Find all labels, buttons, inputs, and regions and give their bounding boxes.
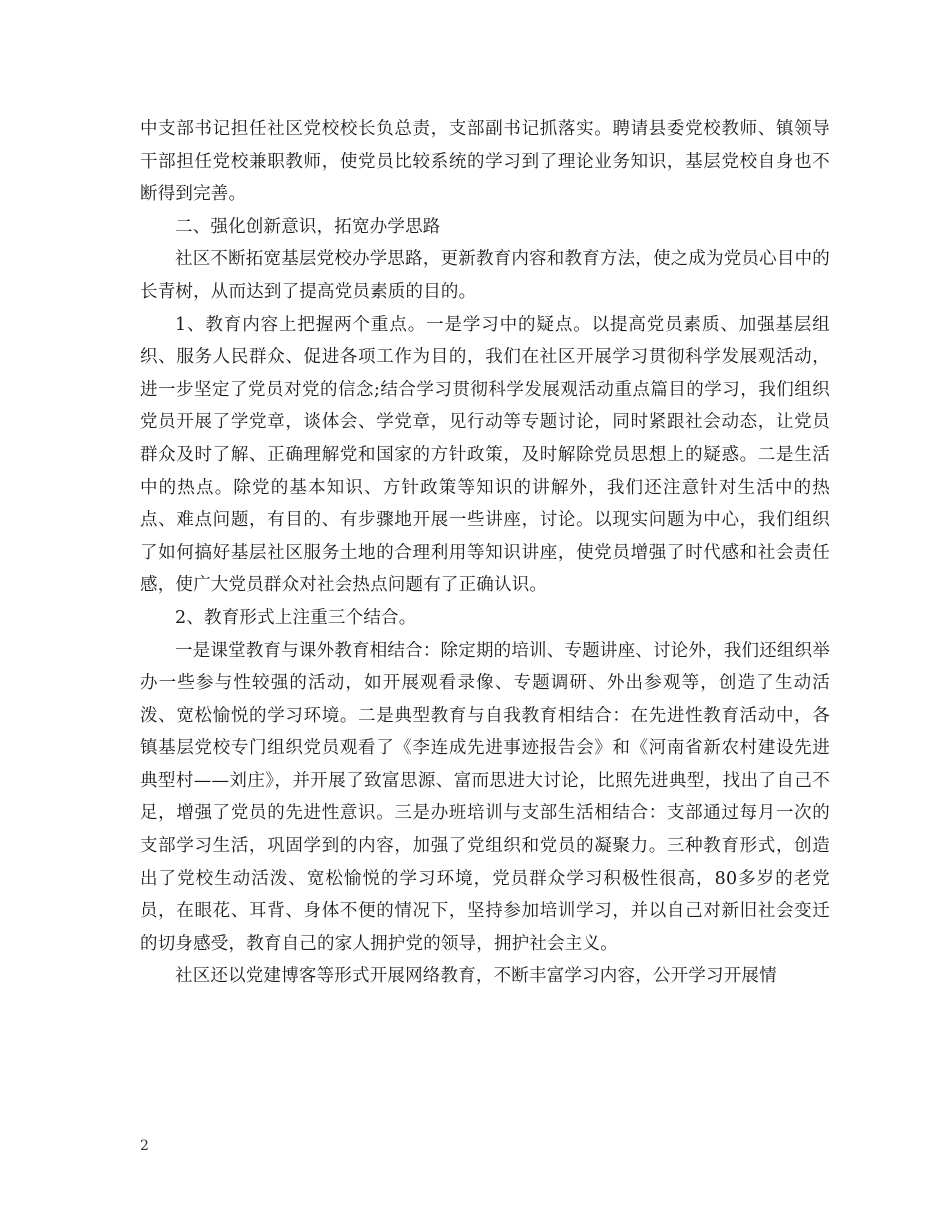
paragraph-1: 中支部书记担任社区党校校长负总责，支部副书记抓落实。聘请县委党校教师、镇领导干部担任党校兼职教师，使党员比较系统的学习到了理论业务知识，基层党校自身也不断得到完善。 (140, 119, 830, 205)
document-body (140, 113, 830, 993)
section-heading-2: 二、强化创新意识，拓宽办学思路 (175, 216, 441, 237)
paragraph-3: 社区不断拓宽基层党校办学思路，更新教育内容和教育方法，使之成为党员心目中的长青树，从而达到了提高党员素质的目的。 (140, 249, 830, 302)
page-number: 2 (140, 1138, 149, 1154)
paragraph-5: 2、教育形式上注重三个结合。 (175, 607, 417, 628)
paragraph-4: 1、教育内容上把握两个重点。一是学习中的疑点。以提高党员素质、加强基层组织、服务人民群众、促进各项工作为目的，我们在社区开展学习贯彻科学发展观活动，进一步坚定了党员对党的信念;结合学习贯彻科学发展观活动重点篇目的学习，我们组织党员开展了学党章，谈体会、学党章，见行动等专题讨论，同时紧跟社会动态，让党员群众及时了解、正确理解党和国家的方针政策，及时解除党员思想上的疑惑。二是生活中的热点。除党的基本知识、方针政策等知识的讲解外，我们还注意针对生活中的热点、难点问题，有目的、有步骤地开展一些讲座，讨论。以现实问题为中心，我们组织了如何搞好基层社区服务土地的合理利用等知识讲座，使党员增强了时代感和社会责任感，使广大党员群众对社会热点问题有了正确认识。 (140, 314, 830, 596)
paragraph-6: 一是课堂教育与课外教育相结合：除定期的培训、专题讲座、讨论外，我们还组织举办一些参与性较强的活动，如开展观看录像、专题调研、外出参观等，创造了生动活泼、宽松愉悦的学习环境。二是典型教育与自我教育相结合：在先进性教育活动中，各镇基层党校专门组织党员观看了《李连成先进事迹报告会》和《河南省新农村建设先进典型村——刘庄》，并开展了致富思源、富而思进大讨论，比照先进典型，找出了自己不足，增强了党员的先进性意识。三是办班培训与支部生活相结合：支部通过每月一次的支部学习生活，巩固学到的内容，加强了党组织和党员的凝聚力。三种教育形式，创造出了党校生动活泼、宽松愉悦的学习环境，党员群众学习积极性很高，80多岁的老党员，在眼花、耳背、身体不便的情况下，坚持参加培训学习，并以自己对新旧社会变迁的切身感受，教育自己的家人拥护党的领导，拥护社会主义。 (140, 640, 830, 954)
paragraph-7: 社区还以党建博客等形式开展网络教育，不断丰富学习内容，公开学习开展情 (175, 966, 777, 987)
